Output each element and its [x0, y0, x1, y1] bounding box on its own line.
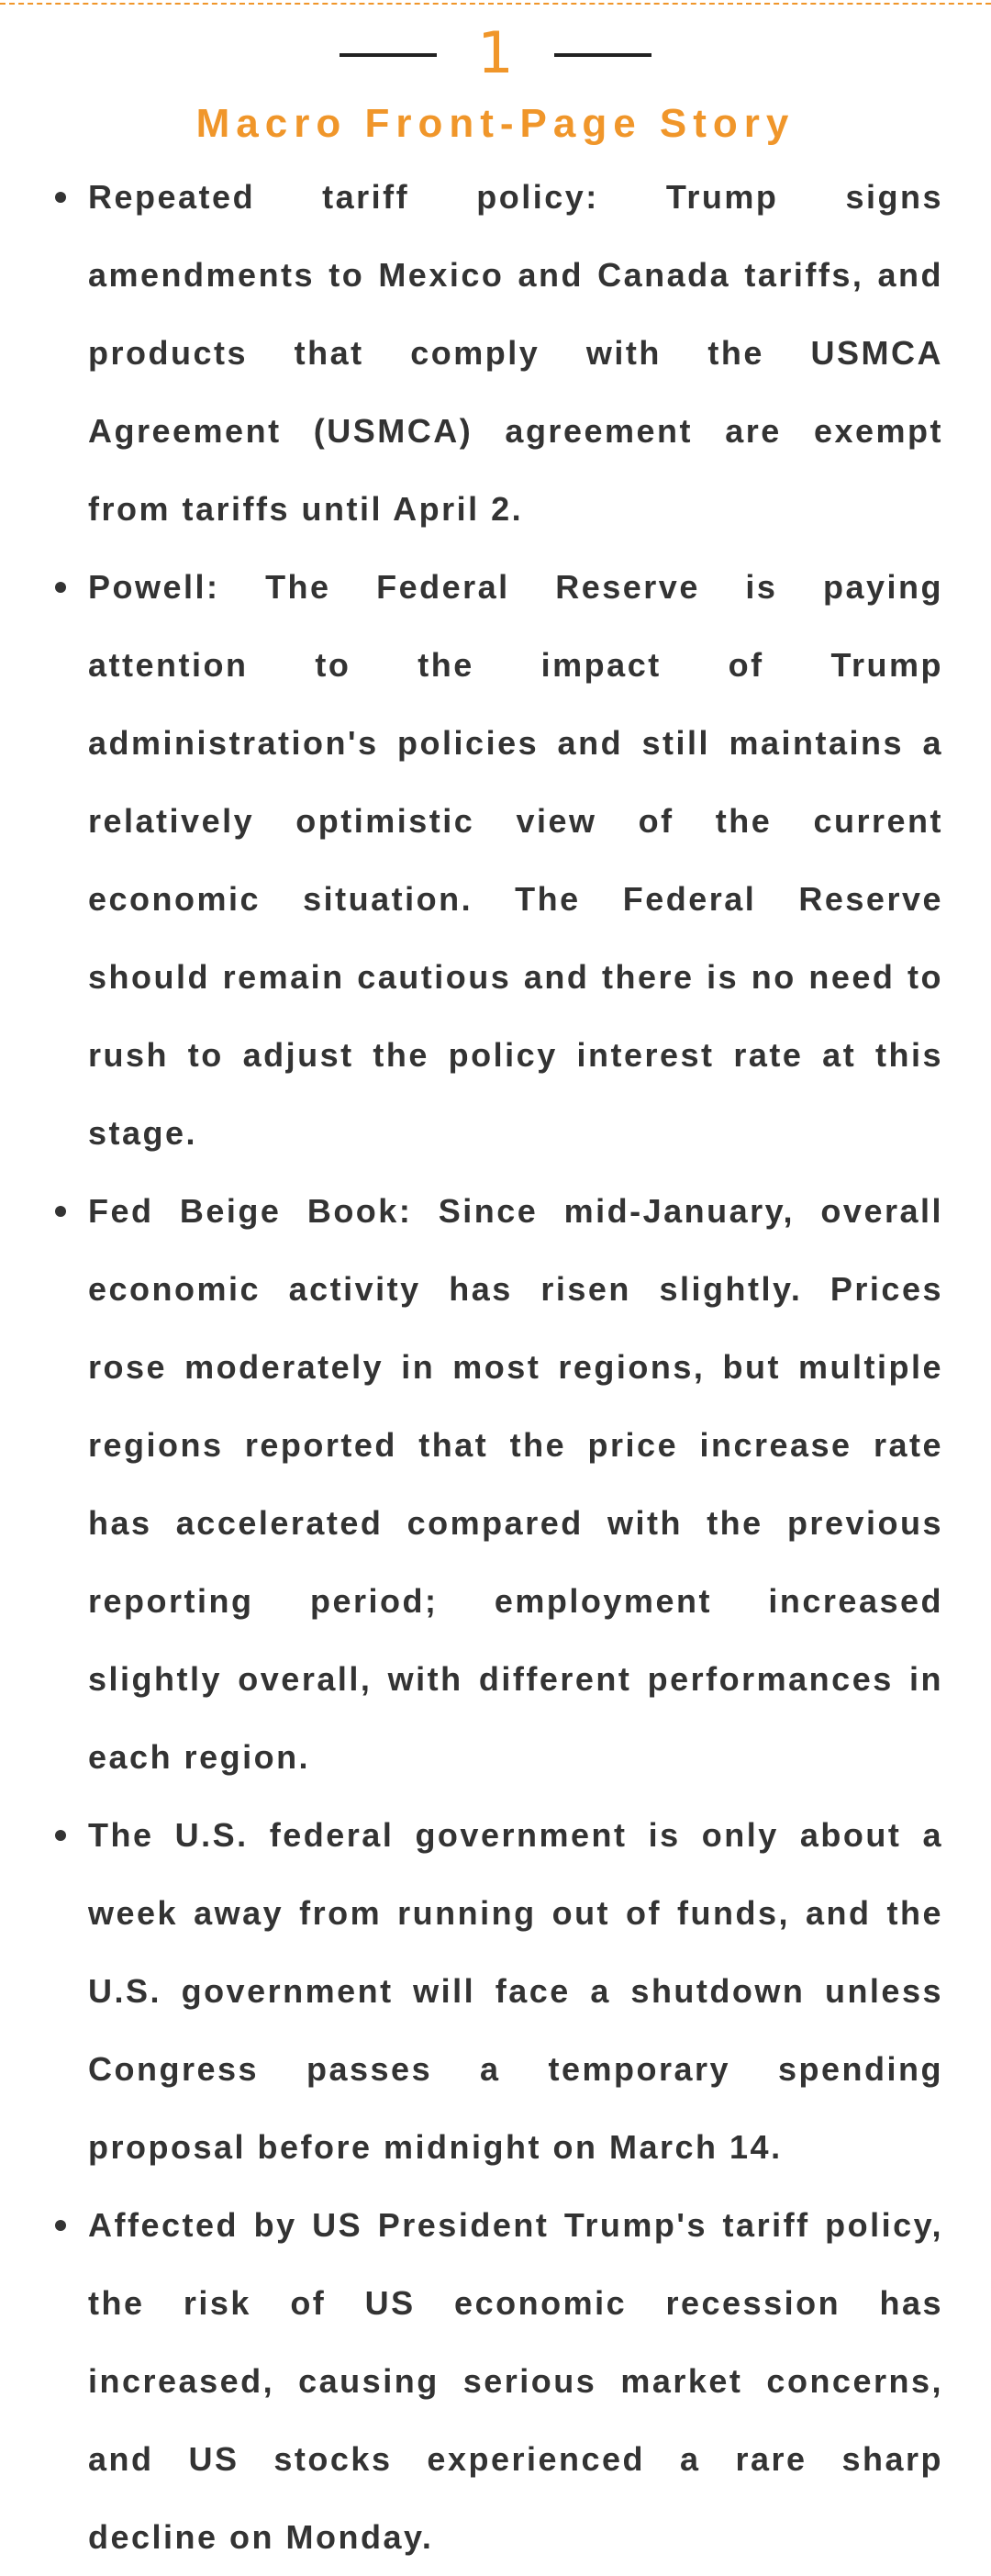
bullet-icon: [55, 1830, 66, 1841]
story-text: The U.S. federal government is only about a week away from running out of funds, and the U.S. government will face a shutdown unless Congress passes a temporary spending proposal before midnight on March 14.: [88, 1816, 943, 2166]
bullet-icon: [55, 192, 66, 203]
story-item-powell: [88, 548, 943, 1172]
story-list: [88, 158, 943, 2576]
section-number-row: [0, 17, 991, 90]
left-rule: [340, 53, 437, 57]
right-rule: [554, 53, 651, 57]
bullet-icon: [55, 582, 66, 593]
story-item-tariff: [88, 158, 943, 548]
bullet-icon: [55, 2220, 66, 2231]
story-text: Repeated tariff policy: Trump signs amendments to Mexico and Canada tariffs, and products that comply with the USMCA Agreement (USMCA) agreement are exempt from tariffs until April 2.: [88, 178, 943, 528]
bullet-icon: [55, 1206, 66, 1217]
story-item-beige-book: [88, 1172, 943, 1796]
section-title: Macro Front-Page Story: [195, 101, 796, 146]
story-item-recession: [88, 2186, 943, 2576]
story-text: Powell: The Federal Reserve is paying attention to the impact of Trump administration's policies and still maintains a relatively optimistic view of the current economic situation. The Federal Reserve should remain cautious and there is no need to rush to adjust the policy interest rate at this stage.: [88, 568, 943, 1152]
story-text: Affected by US President Trump's tariff policy, the risk of US economic recession has increased, causing serious market concerns, and US stocks experienced a rare sharp decline on Monday.: [88, 2206, 943, 2556]
story-text: Fed Beige Book: Since mid-January, overall economic activity has risen slightly. Prices rose moderately in most regions, but multiple regions reported that the price increase rate has accelerated compared with the previous reporting period; employment increased slightly overall, with different performances in each region.: [88, 1192, 943, 1776]
section-number: 1: [477, 19, 514, 86]
top-dashed-border: [0, 3, 991, 5]
story-item-shutdown: [88, 1796, 943, 2186]
